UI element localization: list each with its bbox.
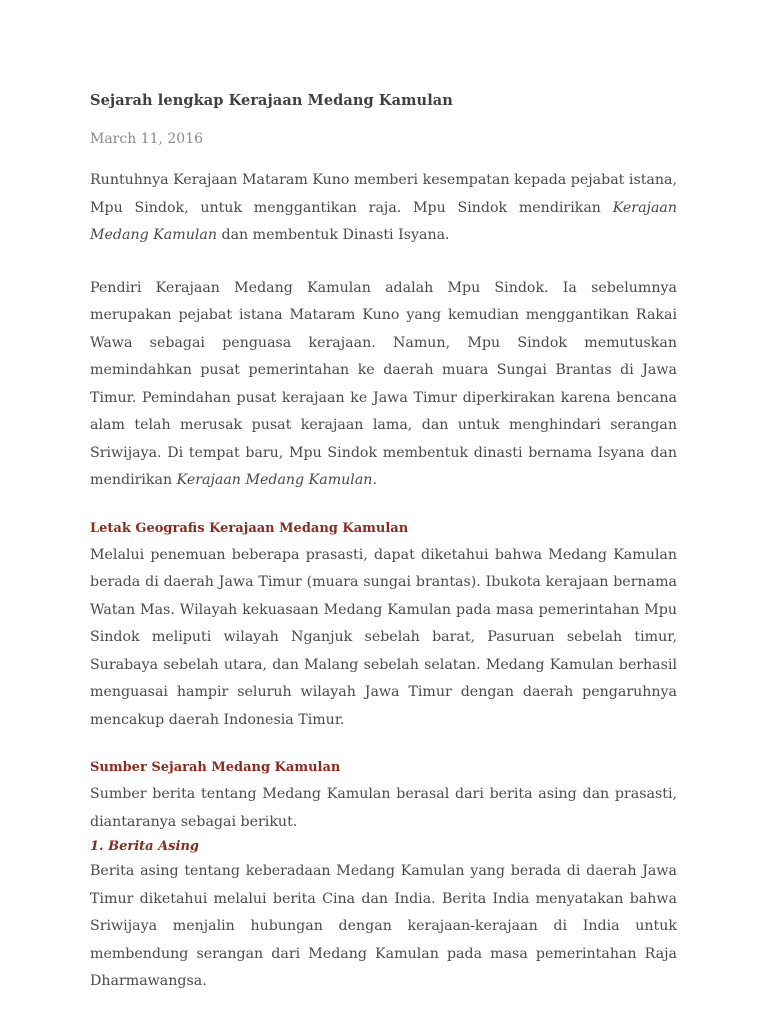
paragraph-intro-text-b: dan membentuk Dinasti Isyana.	[216, 227, 450, 243]
section-heading-geography: Letak Geografis Kerajaan Medang Kamulan	[90, 520, 409, 536]
paragraph-founder	[90, 275, 677, 495]
paragraph-founder-emphasis: Kerajaan Medang Kamulan	[176, 472, 373, 488]
paragraph-intro	[90, 167, 677, 250]
paragraph-intro-emphasis: Kerajaan Medang Kamulan	[90, 199, 677, 243]
article-date: March 11, 2016	[90, 131, 204, 147]
paragraph-founder-text-a: Pendiri Kerajaan Medang Kamulan adalah Mpu Sindok. Ia sebelumnya merupakan pejabat istana Mataram Kuno yang kemudian menggantikan Rakai Wawa sebagai penguasa kerajaan. Namun, Mpu Sindok memutuskan memindahkan pusat pemerintahan ke daerah muara Sungai Brantas di Jawa Timur. Pemindahan pusat kerajaan ke Jawa Timur diperkirakan karena bencana alam telah merusak pusat kerajaan lama, dan untuk menghindari serangan Sriwijaya. Di tempat baru, Mpu Sindok membentuk dinasti bernama Isyana dan mendirikan	[90, 279, 677, 488]
paragraph-founder-text-b: .	[372, 472, 377, 488]
paragraph-geography: Melalui penemuan beberapa prasasti, dapat diketahui bahwa Medang Kamulan berada di daerah Jawa Timur (muara sungai brantas). Ibukota kerajaan bernama Watan Mas. Wilayah kekuasaan Medang Kamulan pada masa pemerintahan Mpu Sindok meliputi wilayah Nganjuk sebelah barat, Pasuruan sebelah timur, Surabaya sebelah utara, dan Malang sebelah selatan. Medang Kamulan berhasil menguasai hampir seluruh wilayah Jawa Timur dengan daerah pengaruhnya mencakup daerah Indonesia Timur.	[90, 546, 677, 728]
section-heading-sources: Sumber Sejarah Medang Kamulan	[90, 760, 341, 775]
article-title: Sejarah lengkap Kerajaan Medang Kamulan	[90, 92, 453, 109]
paragraph-intro-text-a: Runtuhnya Kerajaan Mataram Kuno memberi kesempatan kepada pejabat istana, Mpu Sindok, untuk menggantikan raja. Mpu Sindok mendirikan	[90, 172, 677, 216]
paragraph-sources: Sumber berita tentang Medang Kamulan berasal dari berita asing dan prasasti, diantaranya sebagai berikut.	[90, 786, 677, 830]
sub-heading-foreign-news: 1. Berita Asing	[90, 839, 199, 854]
paragraph-foreign-news: Berita asing tentang keberadaan Medang Kamulan yang berada di daerah Jawa Timur diketahui melalui berita Cina dan India. Berita India menyatakan bahwa Sriwijaya menjalin hubungan dengan kerajaan-kerajaan di India untuk membendung serangan dari Medang Kamulan pada masa pemerintahan Raja Dharmawangsa.	[90, 863, 677, 989]
